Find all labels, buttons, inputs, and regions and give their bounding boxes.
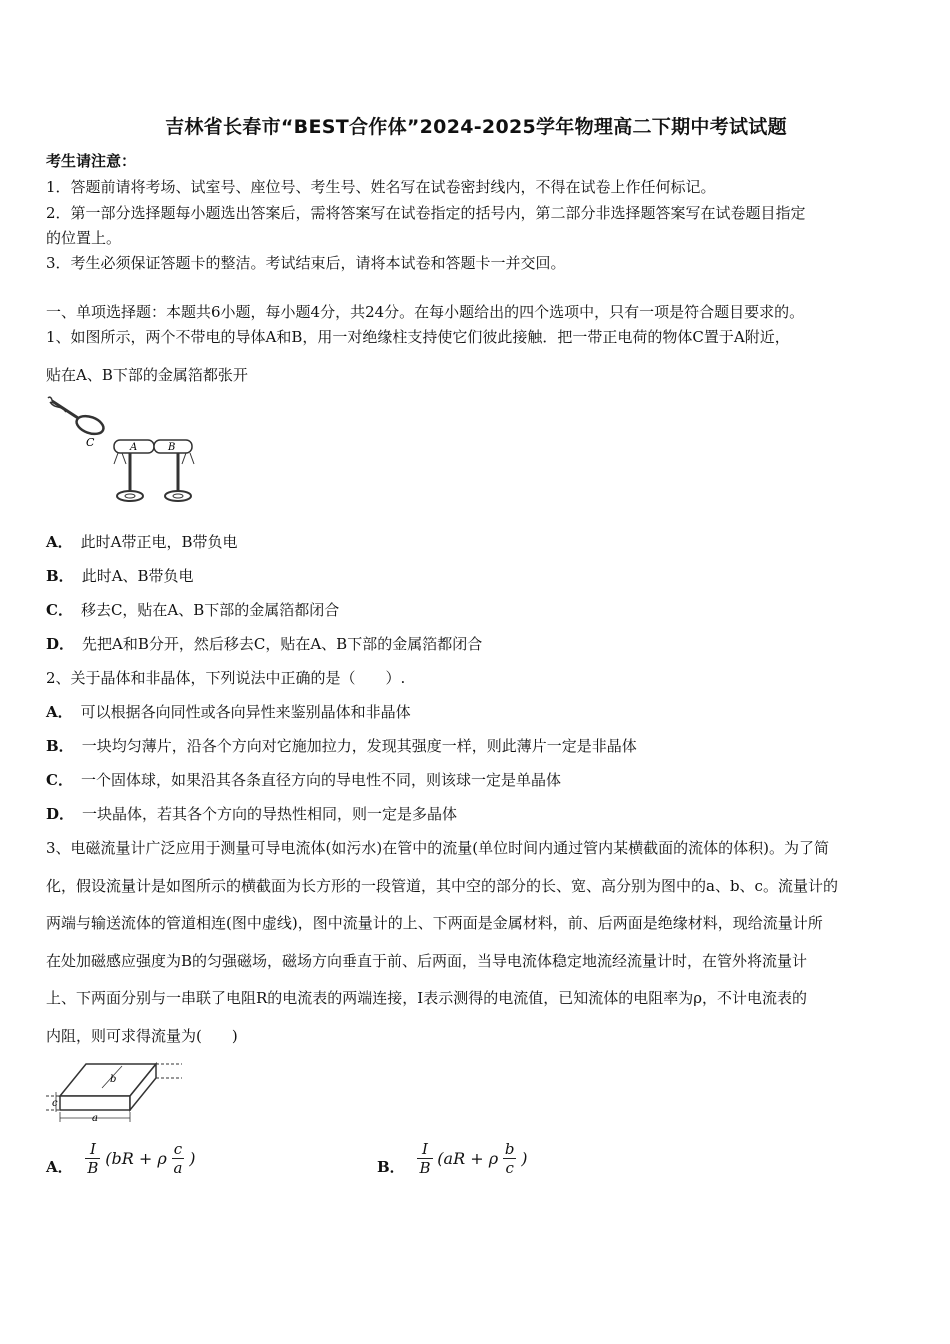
fraction — [172, 1140, 185, 1177]
option-text: 此时A带正电，B带负电 — [80, 533, 238, 551]
q1-stem: 1、如图所示，两个不带电的导体A和B，用一对绝缘柱支持使它们彼此接触．把一带正电荷的物体C置于A附近， — [46, 328, 790, 346]
option-key: D． — [46, 805, 75, 823]
q2-option-c[interactable] — [46, 770, 561, 790]
q3-stem-line-5: 上、下两面分别与一串联了电阻R的电流表的两端连接，I表示测得的电流值，已知流体的电阻率为ρ，不计电流表的 — [46, 989, 808, 1007]
q3-stem-line-6: 内阻，则可求得流量为( ) — [46, 1027, 238, 1045]
option-text: 先把A和B分开，然后移去C，贴在A、B下部的金属箔都闭合 — [82, 635, 483, 653]
q1-stem-cont: 贴在A、B下部的金属箔都张开 — [46, 366, 248, 384]
option-key: A． — [46, 1158, 73, 1176]
option-key: B． — [377, 1158, 405, 1176]
formula-inner: (aR + ρ — [437, 1149, 499, 1168]
option-key: C． — [46, 601, 73, 619]
fraction-numerator: I — [85, 1140, 100, 1159]
q3-stem-line-1: 3、电磁流量计广泛应用于测量可导电流体(如污水)在管中的流量(单位时间内通过管内某横截面的流体的体积)。为了简 — [46, 839, 829, 857]
notice-heading: 考生请注意： — [46, 152, 137, 170]
fraction-numerator: b — [504, 1140, 515, 1158]
label-b: B — [168, 442, 176, 453]
fraction-numerator: I — [417, 1140, 432, 1159]
notice-item-2: 2．第一部分选择题每小题选出答案后，需将答案写在试卷指定的括号内，第二部分非选择题答案写在试卷题目指定 — [46, 204, 806, 222]
option-key: A． — [46, 533, 73, 551]
option-key: B． — [46, 737, 74, 755]
fraction — [85, 1140, 100, 1177]
charged-ring-c — [74, 413, 106, 438]
q1-option-c[interactable] — [46, 600, 339, 620]
option-key: B． — [46, 567, 74, 585]
fraction-denominator: a — [173, 1159, 183, 1177]
notice-item-1: 1．答题前请将考场、试室号、座位号、考生号、姓名写在试卷密封线内，不得在试卷上作任何标记。 — [46, 178, 716, 196]
page-title: 吉林省长春市“BEST合作体”2024-2025学年物理高二下期中考试试题 — [165, 116, 787, 138]
label-a: a — [92, 1113, 98, 1124]
option-text: 此时A、B带负电 — [81, 567, 194, 585]
formula-inner: (bR + ρ — [105, 1149, 167, 1168]
label-b: b — [110, 1074, 117, 1085]
option-text: 一块均匀薄片，沿各个方向对它施加拉力，发现其强度一样，则此薄片一定是非晶体 — [81, 737, 637, 755]
formula-close: ) — [189, 1149, 196, 1168]
q3-stem-line-2: 化，假设流量计是如图所示的横截面为长方形的一段管道，其中空的部分的长、宽、高分别为图中的a、b、c。流量计的 — [46, 877, 838, 895]
q2-option-d[interactable] — [46, 804, 457, 824]
formula-close: ) — [521, 1149, 528, 1168]
option-key: D． — [46, 635, 75, 653]
q2-option-a[interactable] — [46, 702, 411, 722]
option-key: C． — [46, 771, 73, 789]
section-heading: 一、单项选择题：本题共6小题，每小题4分，共24分。在每小题给出的四个选项中，只有一项是符合题目要求的。 — [46, 303, 805, 321]
option-text: 一块晶体，若其各个方向的导热性相同，则一定是多晶体 — [82, 805, 458, 823]
fraction-numerator: c — [172, 1140, 185, 1159]
q3-option-a[interactable] — [46, 1140, 196, 1177]
option-text: 可以根据各向同性或各向异性来鉴别晶体和非晶体 — [80, 703, 411, 721]
q1-option-a[interactable] — [46, 532, 238, 552]
q1-option-d[interactable] — [46, 634, 482, 654]
q3-stem-line-3: 两端与输送流体的管道相连(图中虚线)，图中流量计的上、下两面是金属材料，前、后两面是绝缘材料，现给流量计所 — [46, 914, 823, 932]
option-key: A． — [46, 703, 73, 721]
q1-figure — [46, 392, 206, 510]
q2-option-b[interactable] — [46, 736, 637, 756]
q2-stem: 2、关于晶体和非晶体，下列说法中正确的是（ ）. — [46, 669, 406, 687]
option-text: 一个固体球，如果沿其各条直径方向的导电性不同，则该球一定是单晶体 — [80, 771, 561, 789]
label-c: c — [52, 1098, 58, 1109]
q3-figure — [46, 1056, 186, 1128]
fraction-denominator: B — [419, 1159, 431, 1177]
label-a: A — [130, 442, 138, 453]
fraction — [503, 1140, 517, 1177]
q3-option-b[interactable] — [377, 1140, 528, 1177]
option-text: 移去C，贴在A、B下部的金属箔都闭合 — [80, 601, 340, 619]
fraction-denominator: c — [505, 1159, 514, 1177]
notice-item-3: 3．考生必须保证答题卡的整洁。考试结束后，请将本试卷和答题卡一并交回。 — [46, 254, 566, 272]
q1-option-b[interactable] — [46, 566, 194, 586]
q3-stem-line-4: 在处加磁感应强度为B的匀强磁场，磁场方向垂直于前、后两面，当导电流体稳定地流经流量计时，在管外将流量计 — [46, 952, 808, 970]
label-c: C — [86, 436, 95, 449]
fraction-denominator: B — [87, 1159, 99, 1177]
fraction — [417, 1140, 432, 1177]
notice-item-2-cont: 的位置上。 — [46, 229, 122, 247]
